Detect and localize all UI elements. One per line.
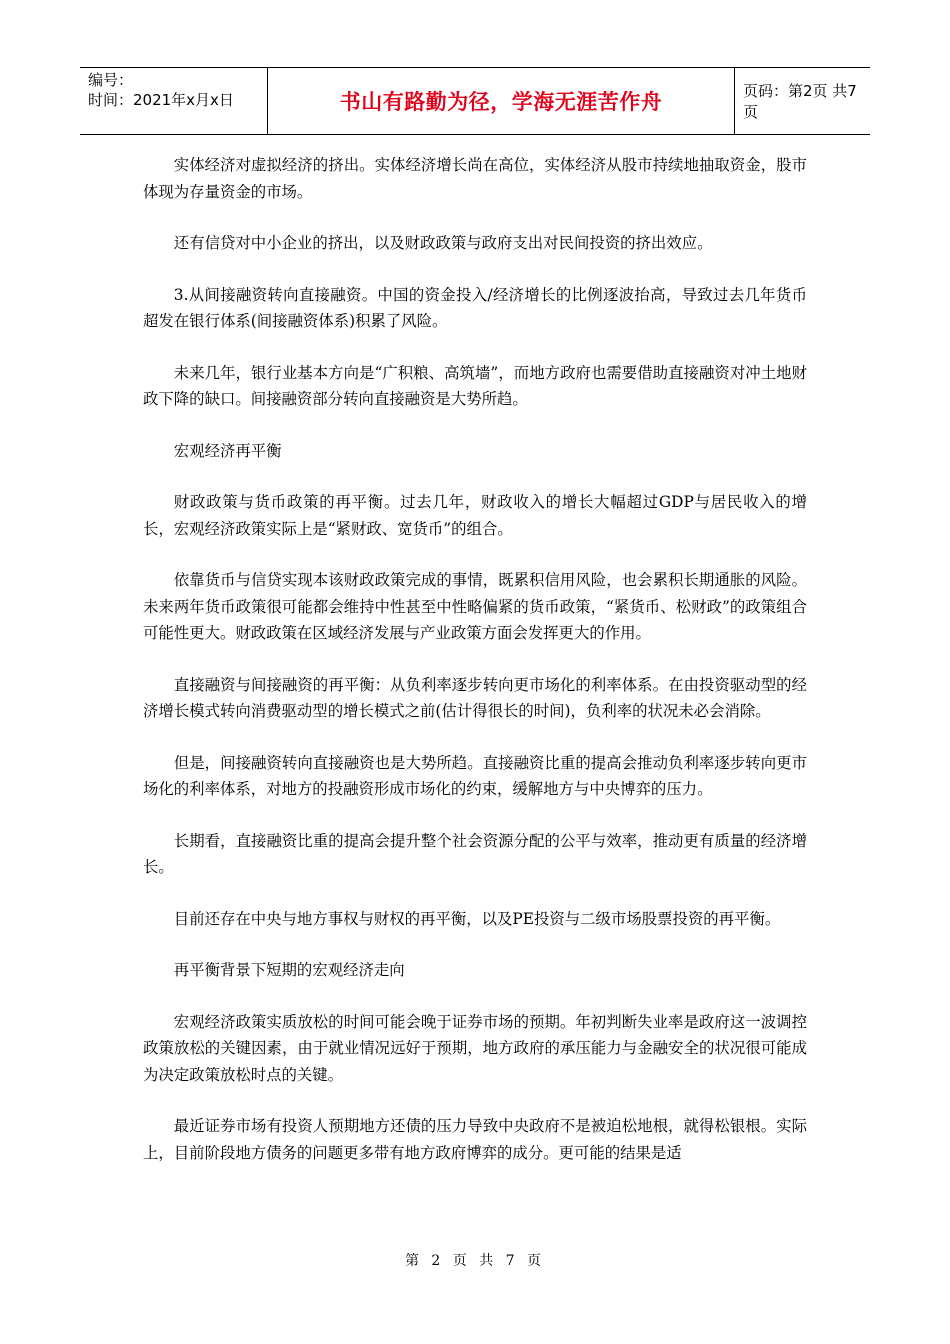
document-body: [143, 152, 807, 1191]
paragraph: 实体经济对虚拟经济的挤出。实体经济增长尚在高位，实体经济从股市持续地抽取资金，股市体现为存量资金的市场。: [143, 156, 807, 201]
page-header: [80, 67, 870, 135]
paragraph: 财政政策与货币政策的再平衡。过去几年，财政收入的增长大幅超过GDP与居民收入的增长，宏观经济政策实际上是“紧财政、宽货币”的组合。: [143, 493, 807, 538]
paragraph: 3.从间接融资转向直接融资。中国的资金投入/经济增长的比例逐波抬高，导致过去几年货币超发在银行体系(间接融资体系)积累了风险。: [143, 285, 807, 330]
paragraph: 长期看，直接融资比重的提高会提升整个社会资源分配的公平与效率，推动更有质量的经济增长。: [143, 831, 807, 876]
document-number-label: 编号：: [88, 71, 134, 89]
paragraph: 宏观经济政策实质放松的时间可能会晚于证券市场的预期。年初判断失业率是政府这一波调控政策放松的关键因素，由于就业情况远好于预期，地方政府的承压能力与金融安全的状况很可能成为决定政策放松时点的关键。: [143, 1012, 807, 1084]
section-heading: 再平衡背景下短期的宏观经济走向: [173, 961, 405, 979]
paragraph: 还有信贷对中小企业的挤出，以及财政政策与政府支出对民间投资的挤出效应。: [173, 234, 713, 252]
header-page-info: 页码：第2页 共7页: [743, 82, 857, 121]
page-footer: 第 2 页 共 7 页: [404, 1253, 546, 1269]
paragraph: 目前还存在中央与地方事权与财权的再平衡，以及PE投资与二级市场股票投资的再平衡。: [173, 909, 781, 928]
paragraph: 依靠货币与信贷实现本该财政政策完成的事情，既累积信用风险，也会累积长期通胀的风险。未来两年货币政策很可能都会维持中性甚至中性略偏紧的货币政策，“紧货币、松财政”的政策组合可能性更大。财政政策在区域经济发展与产业政策方面会发挥更大的作用。: [143, 571, 807, 642]
section-heading: 宏观经济再平衡: [173, 441, 282, 460]
paragraph: 未来几年，银行业基本方向是“广积粮、高筑墙”，而地方政府也需要借助直接融资对冲土地财政下降的缺口。间接融资部分转向直接融资是大势所趋。: [143, 363, 807, 408]
document-date: 时间：2021年x月x日: [88, 91, 234, 109]
header-motto: 书山有路勤为径，学海无涯苦作舟: [268, 68, 735, 134]
paragraph: 最近证券市场有投资人预期地方还债的压力导致中央政府不是被迫松地根，就得松银根。实际上，目前阶段地方债务的问题更多带有地方政府博弈的成分。更可能的结果是适: [143, 1117, 807, 1162]
header-meta: [80, 68, 268, 134]
paragraph: 直接融资与间接融资的再平衡：从负利率逐步转向更市场化的利率体系。在由投资驱动型的经济增长模式转向消费驱动型的增长模式之前(估计得很长的时间)，负利率的状况未必会消除。: [143, 675, 807, 720]
paragraph: 但是，间接融资转向直接融资也是大势所趋。直接融资比重的提高会推动负利率逐步转向更市场化的利率体系，对地方的投融资形成市场化的约束，缓解地方与中央博弈的压力。: [143, 753, 807, 798]
